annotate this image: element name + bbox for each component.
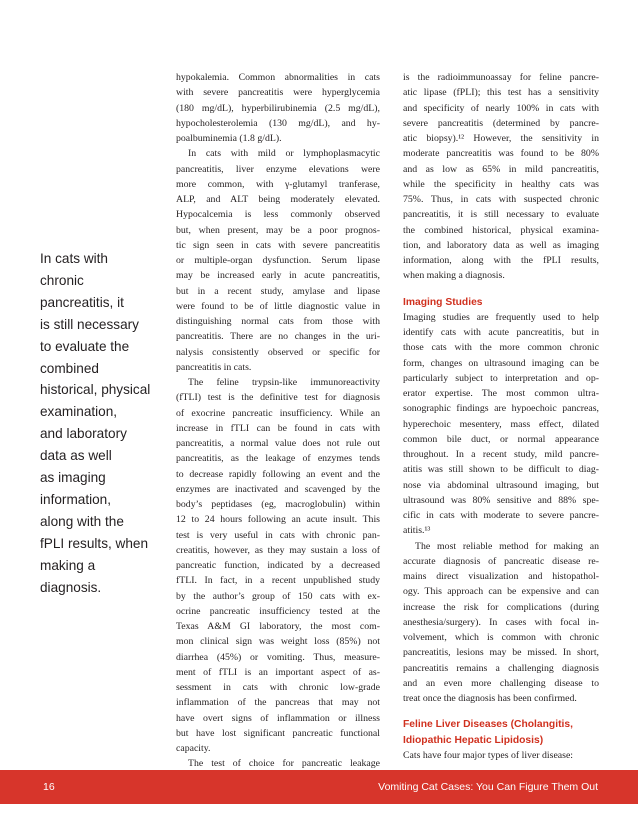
body-line: more common, with γ-glutamyl tranferase, xyxy=(176,178,380,190)
body-line: and as low as 65% in mild pancreatitis, xyxy=(403,163,599,175)
section-heading-liver: Feline Liver Diseases (Cholangitis, xyxy=(403,719,573,731)
body-line: distinguishing normal cats from those with xyxy=(176,316,380,327)
body-line: nose via abdominal ultrasound imaging, but xyxy=(403,479,599,491)
body-line: but, when present, may be a poor prognos- xyxy=(176,224,380,236)
body-line: atic lipase (fPLI); this test has a sensitivity xyxy=(403,87,599,99)
body-line: Hypocalcemia is less commonly observed xyxy=(176,209,380,221)
body-line: and an even more challenging disease to xyxy=(403,677,599,689)
body-line: accurate diagnosis of pancreatic disease re- xyxy=(403,555,599,567)
body-line: pancreatitis, liver enzyme elevations were xyxy=(176,163,380,175)
body-line: particularly subject to interpretation and op- xyxy=(403,372,599,384)
page-number: 16 xyxy=(43,781,55,793)
pull-quote-line: diagnosis. xyxy=(40,579,102,595)
body-line: volvement, which is common with chronic xyxy=(403,632,599,643)
pull-quote xyxy=(40,248,158,599)
pull-quote-line: and laboratory xyxy=(40,426,127,442)
section-heading-imaging: Imaging Studies xyxy=(403,296,483,308)
body-line: but in a recent study, amylase and lipase xyxy=(176,285,380,297)
body-line: pancreatitis, lesions may be missed. In short, xyxy=(403,647,599,659)
body-line: ogy. This approach can be expensive and can xyxy=(403,586,599,598)
pull-quote-line: making a xyxy=(40,557,96,573)
pull-quote-line: examination, xyxy=(40,404,118,420)
body-line: with severe pancreatitis were hyperglycemia xyxy=(176,87,380,99)
body-line: ALP, and ALT being moderately elevated. xyxy=(176,194,380,205)
footer-bottom-margin xyxy=(0,804,638,817)
body-line: atic biopsy).¹² However, the sensitivity in xyxy=(403,133,599,144)
body-line: pancreatitis remains a challenging diagnosis xyxy=(403,662,599,674)
body-line: (fTLI) test is the definitive test for diagnosis xyxy=(176,392,380,404)
body-line: The most reliable method for making an xyxy=(415,540,599,552)
body-line: nalysis consistently observed or specific for xyxy=(176,346,380,358)
body-line: atitis was still shown to be difficult to diag- xyxy=(403,464,599,476)
body-line: diarrhea (45%) or vomiting. Thus, measure- xyxy=(176,651,380,663)
pull-quote-line: is still necessary xyxy=(40,316,139,332)
body-line: pancreatitis, as the leakage of enzymes tends xyxy=(176,453,380,465)
body-line: pancreatitis, it is still necessary to evaluate xyxy=(403,209,599,221)
body-line: those cats with the more common chronic xyxy=(403,342,599,354)
body-line: severe pancreatitis (determined by pancre- xyxy=(403,117,599,129)
pull-quote-line: In cats with xyxy=(40,251,108,266)
body-line: by the author’s group of 150 cats with ex- xyxy=(176,590,380,602)
body-line: increase the risk for complications (during xyxy=(403,601,599,613)
body-line: ocrine pancreatic insufficiency tested at the xyxy=(176,605,380,617)
pull-quote-line: fPLI results, when xyxy=(40,535,149,551)
body-line: common bile duct, or normal appearance xyxy=(403,433,599,445)
pull-quote-line: data as well xyxy=(40,448,112,464)
body-line: cific in cats with moderate to severe pancre- xyxy=(403,510,599,521)
body-line: pancreatitis. There are no changes in the uri- xyxy=(176,331,380,343)
pull-quote-line: historical, physical xyxy=(40,382,151,398)
body-line: 75%. Thus, in cats with suspected chronic xyxy=(403,194,599,205)
body-line: to decrease rapidly following an event and the xyxy=(176,468,380,480)
page-footer xyxy=(0,770,638,804)
body-line: body’s peptidases (eg, macroglobulin) within xyxy=(176,499,380,510)
body-line: creatitis, however, as they may sustain a loss of xyxy=(176,544,380,556)
body-line: treat once the diagnosis has been confirmed. xyxy=(403,693,577,704)
body-line: tic sign seen in cats with severe pancreatitis xyxy=(176,239,380,251)
body-line: were found to be of little diagnostic value in xyxy=(176,300,380,312)
body-line: tion, and laboratory data as well as imaging xyxy=(403,239,599,251)
body-line: ment of fTLI is an important aspect of as- xyxy=(176,666,380,678)
body-line: but have lost significant pancreatic functional xyxy=(176,727,380,739)
body-line: capacity. xyxy=(176,743,211,754)
body-line: Texas A&M GI laboratory, the most com- xyxy=(176,621,380,632)
body-line: sonographic findings are hypoechoic pancreas, xyxy=(403,403,599,415)
body-line: sessment in cats with chronic low-grade xyxy=(176,682,380,693)
body-line: atitis.¹³ xyxy=(403,525,431,537)
body-line: hypokalemia. Common abnormalities in cats xyxy=(176,72,380,83)
pull-quote-line: to evaluate the xyxy=(40,338,130,354)
body-line: The test of choice for pancreatic leakage xyxy=(188,758,380,770)
body-line: The feline trypsin-like immunoreactivity xyxy=(188,377,380,388)
pull-quote-line: along with the xyxy=(40,513,124,529)
body-line: hypocholesterolemia (130 mg/dL), and hy- xyxy=(176,117,380,129)
body-line: poalbuminemia (1.8 g/dL). xyxy=(176,133,282,144)
body-line: (180 mg/dL), hyperbilirubinemia (2.5 mg/dL), xyxy=(176,102,380,114)
body-line: Cats have four major types of liver disease: xyxy=(403,749,574,761)
body-line: increase in fTLI can be found in cats with xyxy=(176,422,380,434)
body-line: while the specificity in healthy cats was xyxy=(403,178,599,190)
body-line: identify cats with acute pancreatitis, but in xyxy=(403,327,599,338)
pull-quote-line: chronic xyxy=(40,272,84,288)
body-line: and specificity of nearly 100% in cats with xyxy=(403,102,599,114)
body-line: form, changes on ultrasound imaging can be xyxy=(403,357,599,369)
body-line: throughout. In a recent study, mild pancre- xyxy=(403,449,599,460)
footer-title: Vomiting Cat Cases: You Can Figure Them Out xyxy=(378,781,598,793)
body-line: In cats with mild or lymphoplasmacytic xyxy=(188,148,380,160)
body-column-right xyxy=(403,70,599,763)
pull-quote-line: combined xyxy=(40,360,99,376)
body-line: ultrasound was 80% sensitive and 88% spe- xyxy=(403,494,599,506)
section-spacer xyxy=(403,706,599,717)
body-line: fTLI. In fact, in a recent unpublished study xyxy=(176,575,380,587)
body-line: may be increased early in acute pancreatitis, xyxy=(176,270,380,282)
body-line: the combined historical, physical examina- xyxy=(403,224,599,236)
pull-quote-line: information, xyxy=(40,491,112,507)
body-line: 12 to 24 hours following an acute insult. This xyxy=(176,514,380,526)
body-line: inflammation of the pancreas that may not xyxy=(176,697,380,709)
body-line: hyperechoic mesentery, mass effect, dilated xyxy=(403,418,599,430)
body-line: erator expertise. The most common ultra- xyxy=(403,388,599,399)
body-line: moderate pancreatitis was found to be 80% xyxy=(403,148,599,160)
body-line: mains direct visualization and histopathol- xyxy=(403,571,599,582)
pull-quote-line: pancreatitis, it xyxy=(40,294,124,310)
body-line: pancreatitis in cats. xyxy=(176,361,252,373)
section-heading-liver: Idiopathic Hepatic Lipidosis) xyxy=(403,734,544,746)
body-line: of exocrine pancreatic insufficiency. While an xyxy=(176,407,380,419)
body-line: anesthesia/surgery). In cases with focal in- xyxy=(403,616,599,628)
body-line: pancreatic function, indicated by a decreased xyxy=(176,560,380,571)
body-column-middle xyxy=(176,70,380,772)
body-line: or multiple-organ dysfunction. Serum lipase xyxy=(176,255,380,266)
body-line: test is very useful in cats with chronic pan- xyxy=(176,529,380,541)
body-line: enzymes are inactivated and scavenged by the xyxy=(176,483,380,495)
body-line: when making a diagnosis. xyxy=(403,270,505,282)
body-line: mon clinical sign was weight loss (85%) not xyxy=(176,636,380,648)
body-line: Imaging studies are frequently used to help xyxy=(403,311,599,323)
body-line: information, along with the fPLI results, xyxy=(403,255,599,266)
pull-quote-line: as imaging xyxy=(40,470,106,486)
body-line: have overt signs of inflammation or illness xyxy=(176,712,380,724)
section-spacer xyxy=(403,284,599,295)
body-line: is the radioimmunoassay for feline pancre- xyxy=(403,72,599,83)
body-line: pancreatitis, a normal value does not rule out xyxy=(176,438,380,449)
